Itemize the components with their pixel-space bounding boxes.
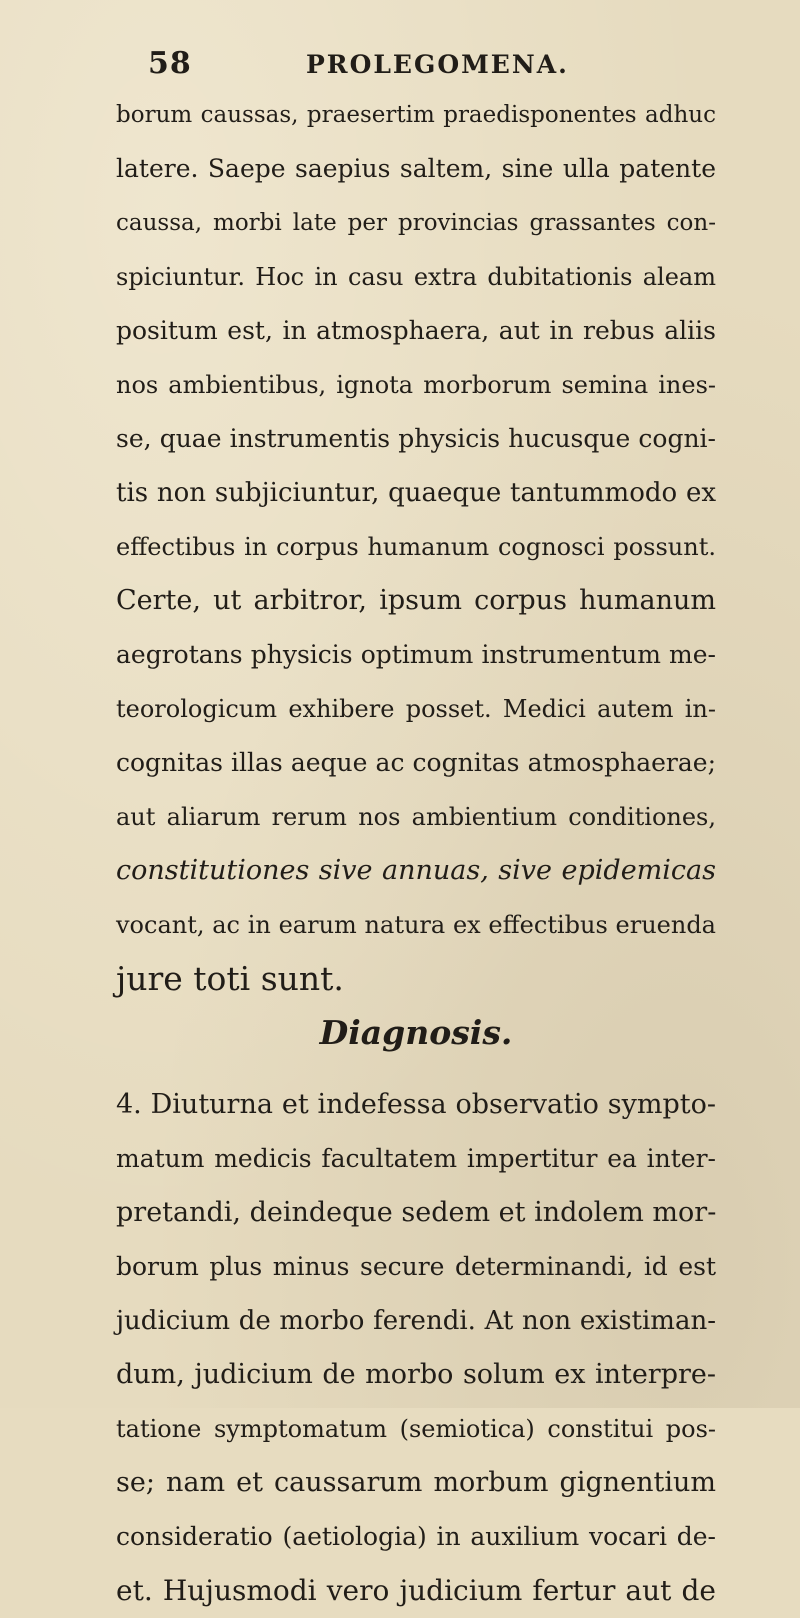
- running-head: PROLEGOMENA.: [306, 50, 569, 79]
- text-line: jure toti sunt.: [116, 959, 344, 998]
- page-number: 58: [148, 46, 192, 81]
- text-line: judicium de morbo ferendi. At non existiman-: [116, 1306, 716, 1336]
- text-line: nos ambientibus, ignota morborum semina ines-: [116, 371, 716, 399]
- text-line: se, quae instrumentis physicis hucusque cogni-: [116, 424, 716, 453]
- text-line: Certe, ut arbitror, ipsum corpus humanum: [116, 585, 716, 616]
- text-line: vocant, ac in earum natura ex effectibus eruenda: [116, 911, 716, 939]
- text-line: positum est, in atmosphaera, aut in rebus aliis: [116, 316, 716, 345]
- text-line: caussa, morbi late per provincias grassantes con-: [116, 210, 716, 236]
- text-line: tatione symptomatum (semiotica) constitui pos-: [116, 1415, 716, 1443]
- text-line: teorologicum exhibere posset. Medici autem in-: [116, 695, 716, 723]
- text-line: aegrotans physicis optimum instrumentum me-: [116, 640, 716, 669]
- section-heading: Diagnosis.: [319, 1013, 513, 1052]
- text-line: latere. Saepe saepius saltem, sine ulla patente: [116, 154, 716, 183]
- text-line: 4. Diuturna et indefessa observatio symptо-: [116, 1089, 716, 1120]
- body-text: [116, 88, 716, 1618]
- text-line: consideratio (aetiologia) in auxilium vocari de-: [116, 1522, 716, 1551]
- text-line: matum medicis facultatem impertitur ea inter-: [116, 1144, 716, 1173]
- text-line: constitutiones sive annuas, sive epidemicas: [116, 855, 716, 886]
- text-line: se; nam et caussarum morbum gignentium: [116, 1467, 716, 1498]
- text-line: pretandi, deindeque sedem et indolem mor-: [116, 1197, 717, 1228]
- text-line: cognitas illas aeque ac cognitas atmosphaerae;: [116, 748, 716, 777]
- text-line: tis non subjiciuntur, quaeque tantummodo ex: [116, 478, 716, 508]
- page-header: [0, 46, 800, 86]
- text-line: aut aliarum rerum nos ambientium conditiones,: [116, 803, 716, 831]
- text-line: borum plus minus secure determinandi, id est: [116, 1252, 716, 1281]
- text-line: borum caussas, praesertim praedisponentes adhuc: [116, 102, 716, 128]
- text-line: et. Hujusmodi vero judicium fertur aut de: [116, 1574, 716, 1607]
- text-line: dum, judicium de morbo solum ex interpre-: [116, 1359, 716, 1390]
- text-line: spiciuntur. Hoc in casu extra dubitationis aleam: [116, 263, 716, 291]
- text-line: effectibus in corpus humanum cognosci possunt.: [116, 533, 716, 561]
